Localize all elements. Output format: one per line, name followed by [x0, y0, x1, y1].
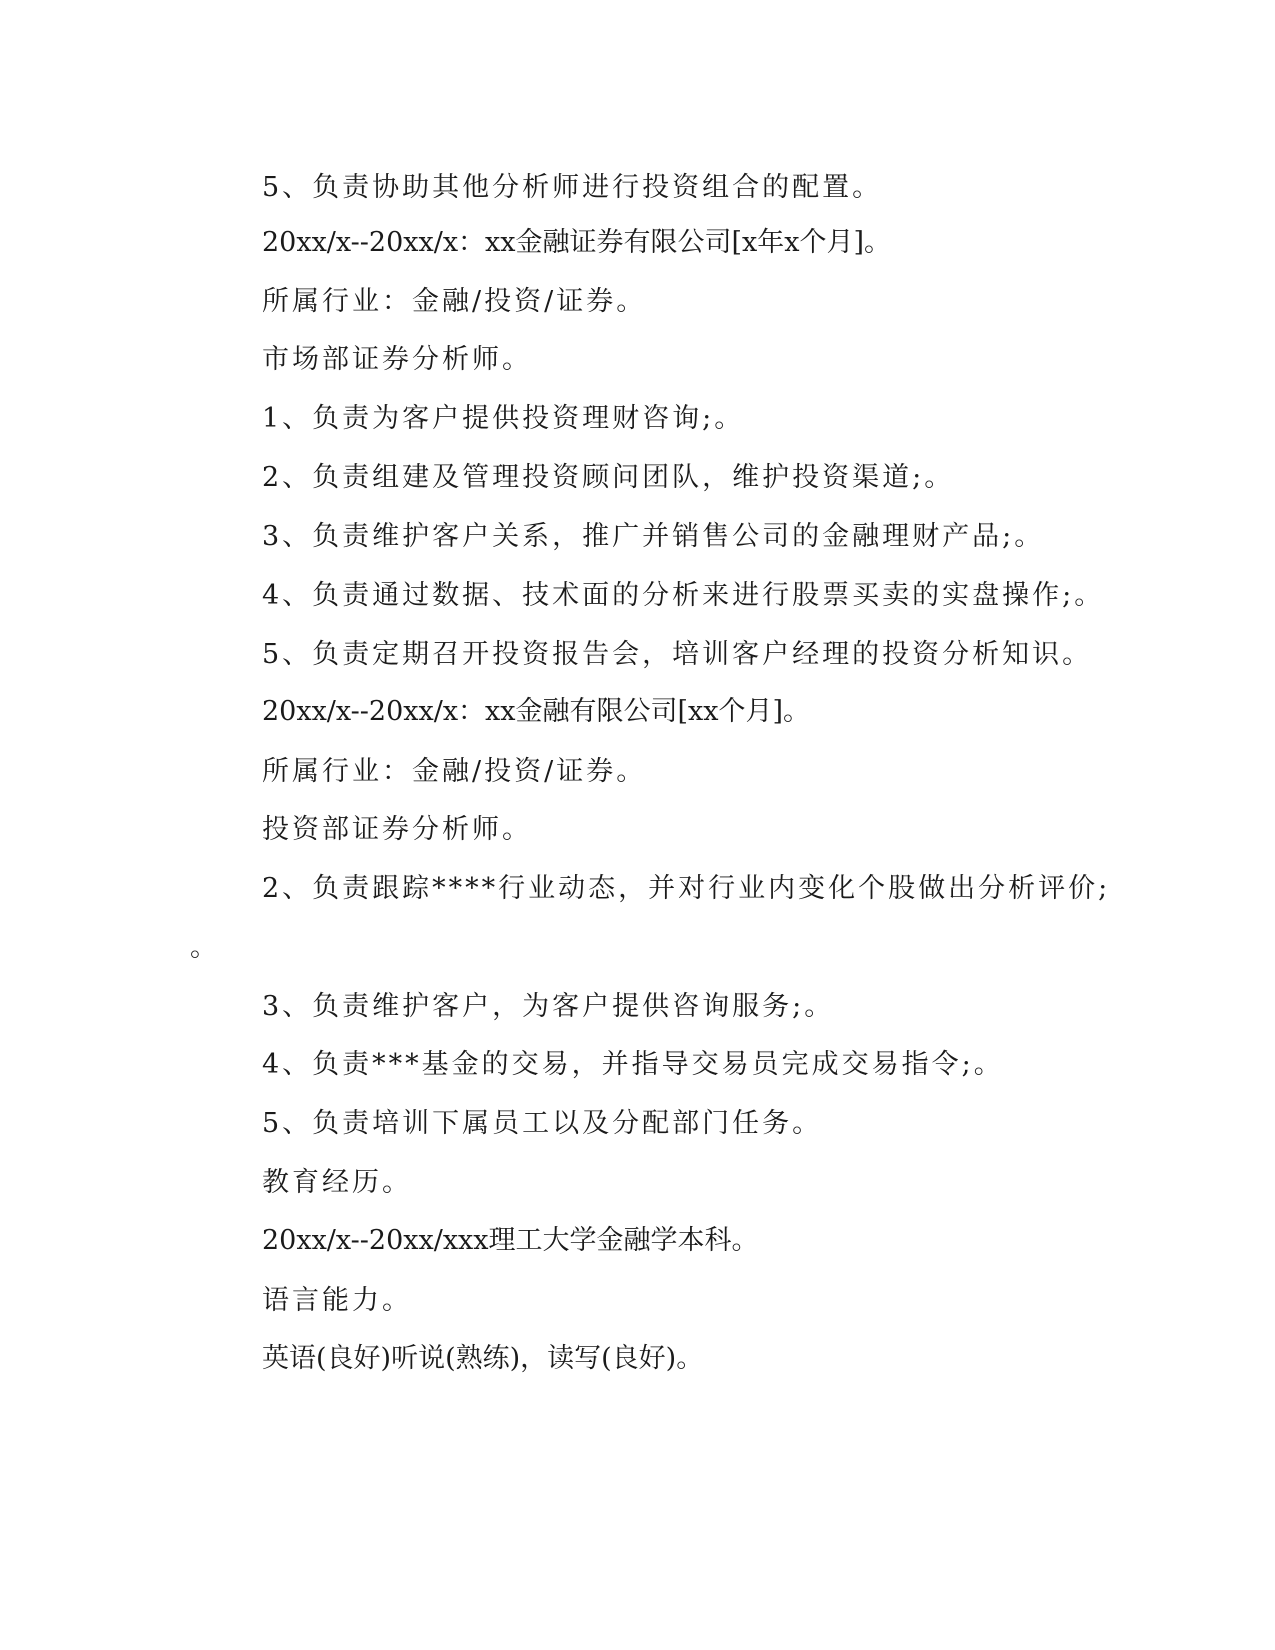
paragraph-job-title-2: 投资部证券分析师。: [262, 814, 532, 845]
paragraph-industry-2: 所属行业：金融/投资/证券。: [262, 756, 647, 787]
paragraph-employment-period-1: 20xx/x--20xx/x：xx金融证券有限公司[x年x个月]。: [262, 227, 892, 258]
paragraph-english-level: 英语(良好)听说(熟练)，读写(良好)。: [262, 1343, 704, 1374]
paragraph-duty-4-fund: 4、负责***基金的交易，并指导交易员完成交易指令;。: [262, 1049, 1004, 1080]
paragraph-employment-period-2: 20xx/x--20xx/x：xx金融有限公司[xx个月]。: [262, 696, 811, 727]
paragraph-education-period: 20xx/x--20xx/xxx理工大学金融学本科。: [262, 1225, 759, 1256]
paragraph-duty-2-tracking: 2、负责跟踪****行业动态，并对行业内变化个股做出分析评价;: [262, 873, 1111, 904]
paragraph-duty-3-service: 3、负责维护客户，为客户提供咨询服务;。: [262, 991, 835, 1022]
paragraph-duty-1-consulting: 1、负责为客户提供投资理财咨询;。: [262, 403, 745, 434]
paragraph-industry-1: 所属行业：金融/投资/证券。: [262, 286, 647, 317]
heading-language-skills: 语言能力。: [262, 1285, 412, 1316]
paragraph-duty-4-trading: 4、负责通过数据、技术面的分析来进行股票买卖的实盘操作;。: [262, 580, 1105, 611]
paragraph-job-title-1: 市场部证券分析师。: [262, 344, 532, 375]
paragraph-duty-2-team: 2、负责组建及管理投资顾问团队，维护投资渠道;。: [262, 462, 955, 493]
paragraph-duty-3-clients: 3、负责维护客户关系，推广并销售公司的金融理财产品;。: [262, 521, 1045, 552]
paragraph-duty-5-staff: 5、负责培训下属员工以及分配部门任务。: [262, 1108, 823, 1139]
paragraph-orphan-period: 。: [190, 932, 220, 963]
paragraph-duty-5-portfolio: 5、负责协助其他分析师进行投资组合的配置。: [262, 172, 883, 203]
heading-education: 教育经历。: [262, 1167, 412, 1198]
paragraph-duty-5-training: 5、负责定期召开投资报告会，培训客户经理的投资分析知识。: [262, 639, 1093, 670]
